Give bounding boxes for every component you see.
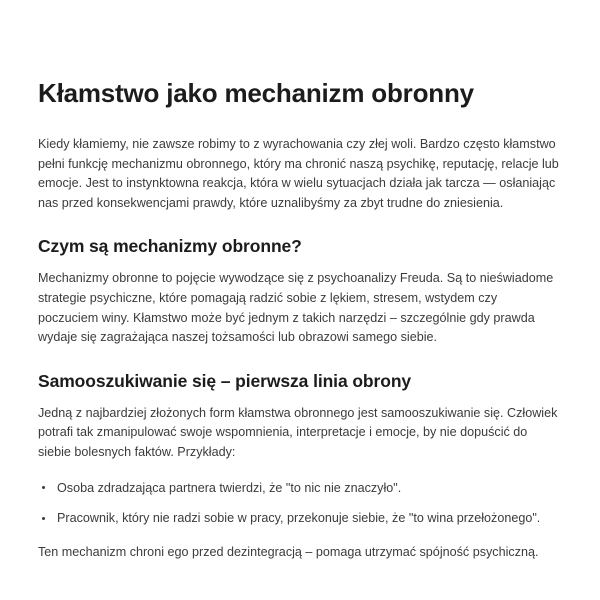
section-paragraph-samooszukiwanie: Jedną z najbardziej złożonych form kłamstwa obronnego jest samooszukiwanie się. Człowiek potrafi tak zmanipulować swoje wspomnienia, interpretacje i emocje, by nie dopuścić do siebie bolesnych faktów. Przykłady:	[38, 405, 558, 459]
page-title: Kłamstwo jako mechanizm obronny	[38, 78, 474, 108]
list-item	[42, 479, 560, 499]
article-body	[38, 78, 560, 562]
list-item-text: Pracownik, który nie radzi sobie w pracy, przekonuje siebie, że "to wina przełożonego".	[57, 511, 541, 526]
list-item-text: Osoba zdradzająca partnera twierdzi, że "to nic nie znaczyło".	[57, 480, 402, 495]
section-heading-samooszukiwanie: Samooszukiwanie się – pierwsza linia obrony	[38, 370, 412, 391]
bullet-icon	[42, 517, 45, 520]
bullet-icon	[42, 486, 45, 489]
list-item	[42, 509, 560, 529]
section-heading-mechanizmy-obronne: Czym są mechanizmy obronne?	[38, 236, 302, 257]
examples-list	[38, 479, 560, 529]
intro-paragraph: Kiedy kłamiemy, nie zawsze robimy to z wyrachowania czy złej woli. Bardzo często kłamstwo pełni funkcję mechanizmu obronnego, który ma chronić naszą psychikę, reputację, relacje lub emocje. Jest to instynktowna reakcja, która w wielu sytuacjach działa jak tarcza — osłaniając nas przed konsekwencjami prawdy, które uznalibyśmy za zbyt trudne do zniesienia.	[38, 137, 559, 210]
section-paragraph-mechanizmy-obronne: Mechanizmy obronne to pojęcie wywodzące się z psychoanalizy Freuda. Są to nieświadome strategie psychiczne, które pomagają radzić sobie z lękiem, stresem, wstydem czy poczuciem winy. Kłamstwo może być jednym z takich narzędzi – szczególnie gdy prawda wydaje się zagrażająca naszej tożsamości lub obrazowi samego siebie.	[38, 271, 554, 345]
closing-paragraph: Ten mechanizm chroni ego przed dezintegracją – pomaga utrzymać spójność psychiczną.	[38, 544, 539, 559]
